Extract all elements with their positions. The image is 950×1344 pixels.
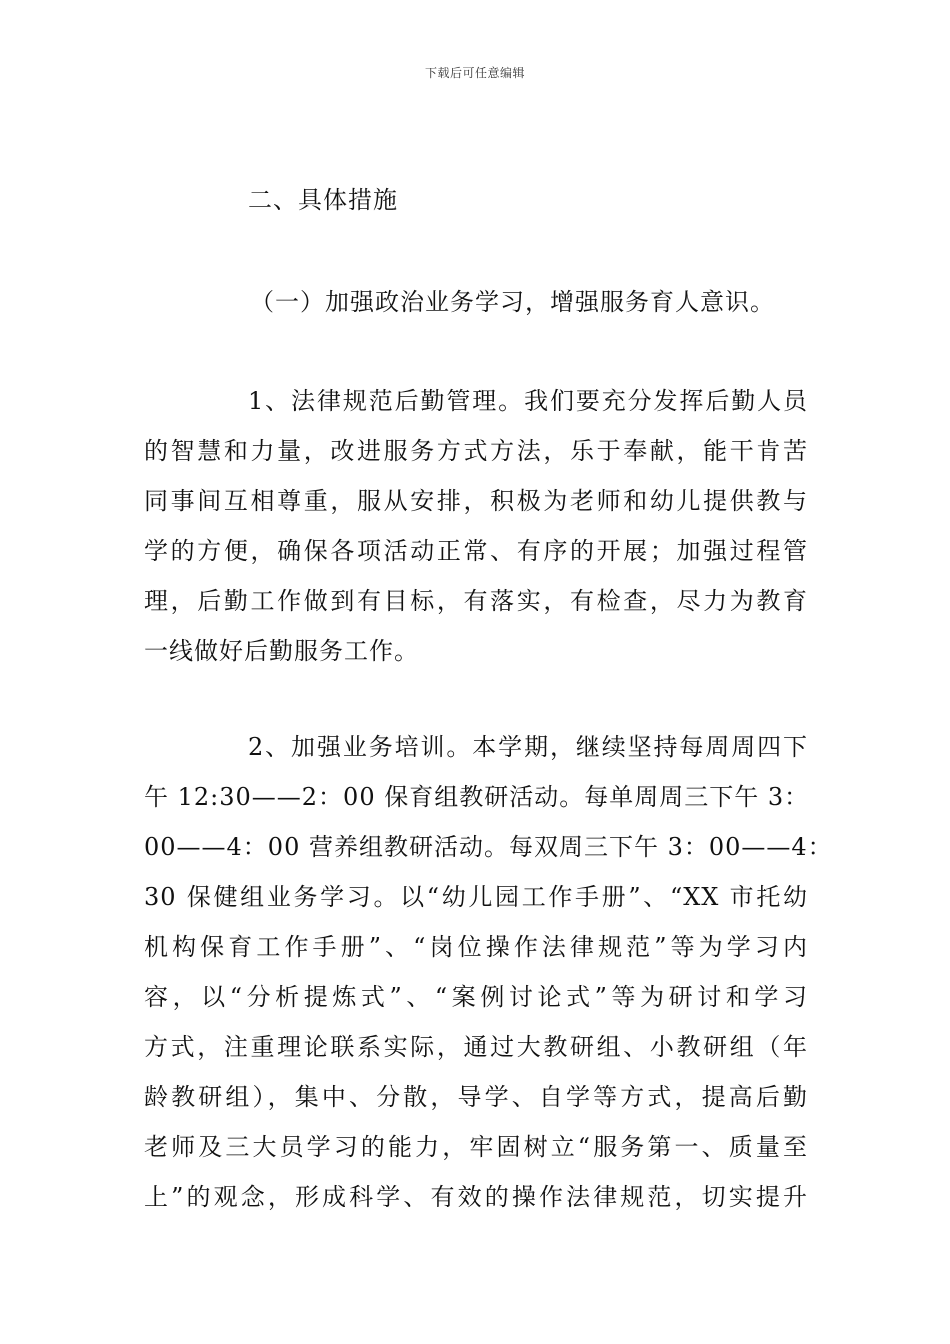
- page-header-note: 下载后可任意编辑: [424, 66, 525, 80]
- paragraph-line: 方式，注重理论联系实际，通过大教研组、小教研组（年: [144, 1033, 808, 1061]
- paragraph-line: 理，后勤工作做到有目标，有落实，有检查，尽力为教育: [144, 587, 808, 615]
- paragraph-line: 机构保育工作手册”、“岗位操作法律规范”等为学习内: [144, 933, 808, 961]
- paragraph-logistics-management: [144, 376, 808, 676]
- paragraph-line: 1、法律规范后勤管理。我们要充分发挥后勤人员: [248, 387, 808, 415]
- paragraph-line: 一线做好后勤服务工作。: [144, 637, 419, 665]
- paragraph-line: 上”的观念，形成科学、有效的操作法律规范，切实提升: [144, 1183, 808, 1211]
- paragraph-line: 容，以“分析提炼式”、“案例讨论式”等为研讨和学习: [144, 983, 808, 1011]
- paragraph-line: 学的方便，确保各项活动正常、有序的开展；加强过程管: [144, 537, 808, 565]
- paragraph-line: 老师及三大员学习的能力，牢固树立“服务第一、质量至: [144, 1133, 808, 1161]
- paragraph-line: 午 12:30——2：00 保育组教研活动。每单周周三下午 3：: [144, 783, 810, 811]
- paragraph-line: 30 保健组业务学习。以“幼儿园工作手册”、“XX 市托幼: [144, 883, 808, 911]
- section-heading: 二、具体措施: [248, 186, 398, 214]
- subsection-heading: （一）加强政治业务学习，增强服务育人意识。: [250, 288, 775, 316]
- paragraph-line: 同事间互相尊重，服从安排，积极为老师和幼儿提供教与: [144, 487, 808, 515]
- paragraph-business-training: [144, 722, 833, 1222]
- paragraph-line: 的智慧和力量，改进服务方式方法，乐于奉献，能干肯苦: [144, 437, 808, 465]
- paragraph-line: 2、加强业务培训。本学期，继续坚持每周周四下: [248, 733, 808, 761]
- paragraph-line: 00——4：00 营养组教研活动。每双周三下午 3：00——4：: [144, 833, 833, 861]
- paragraph-line: 龄教研组），集中、分散，导学、自学等方式，提高后勤: [144, 1083, 808, 1111]
